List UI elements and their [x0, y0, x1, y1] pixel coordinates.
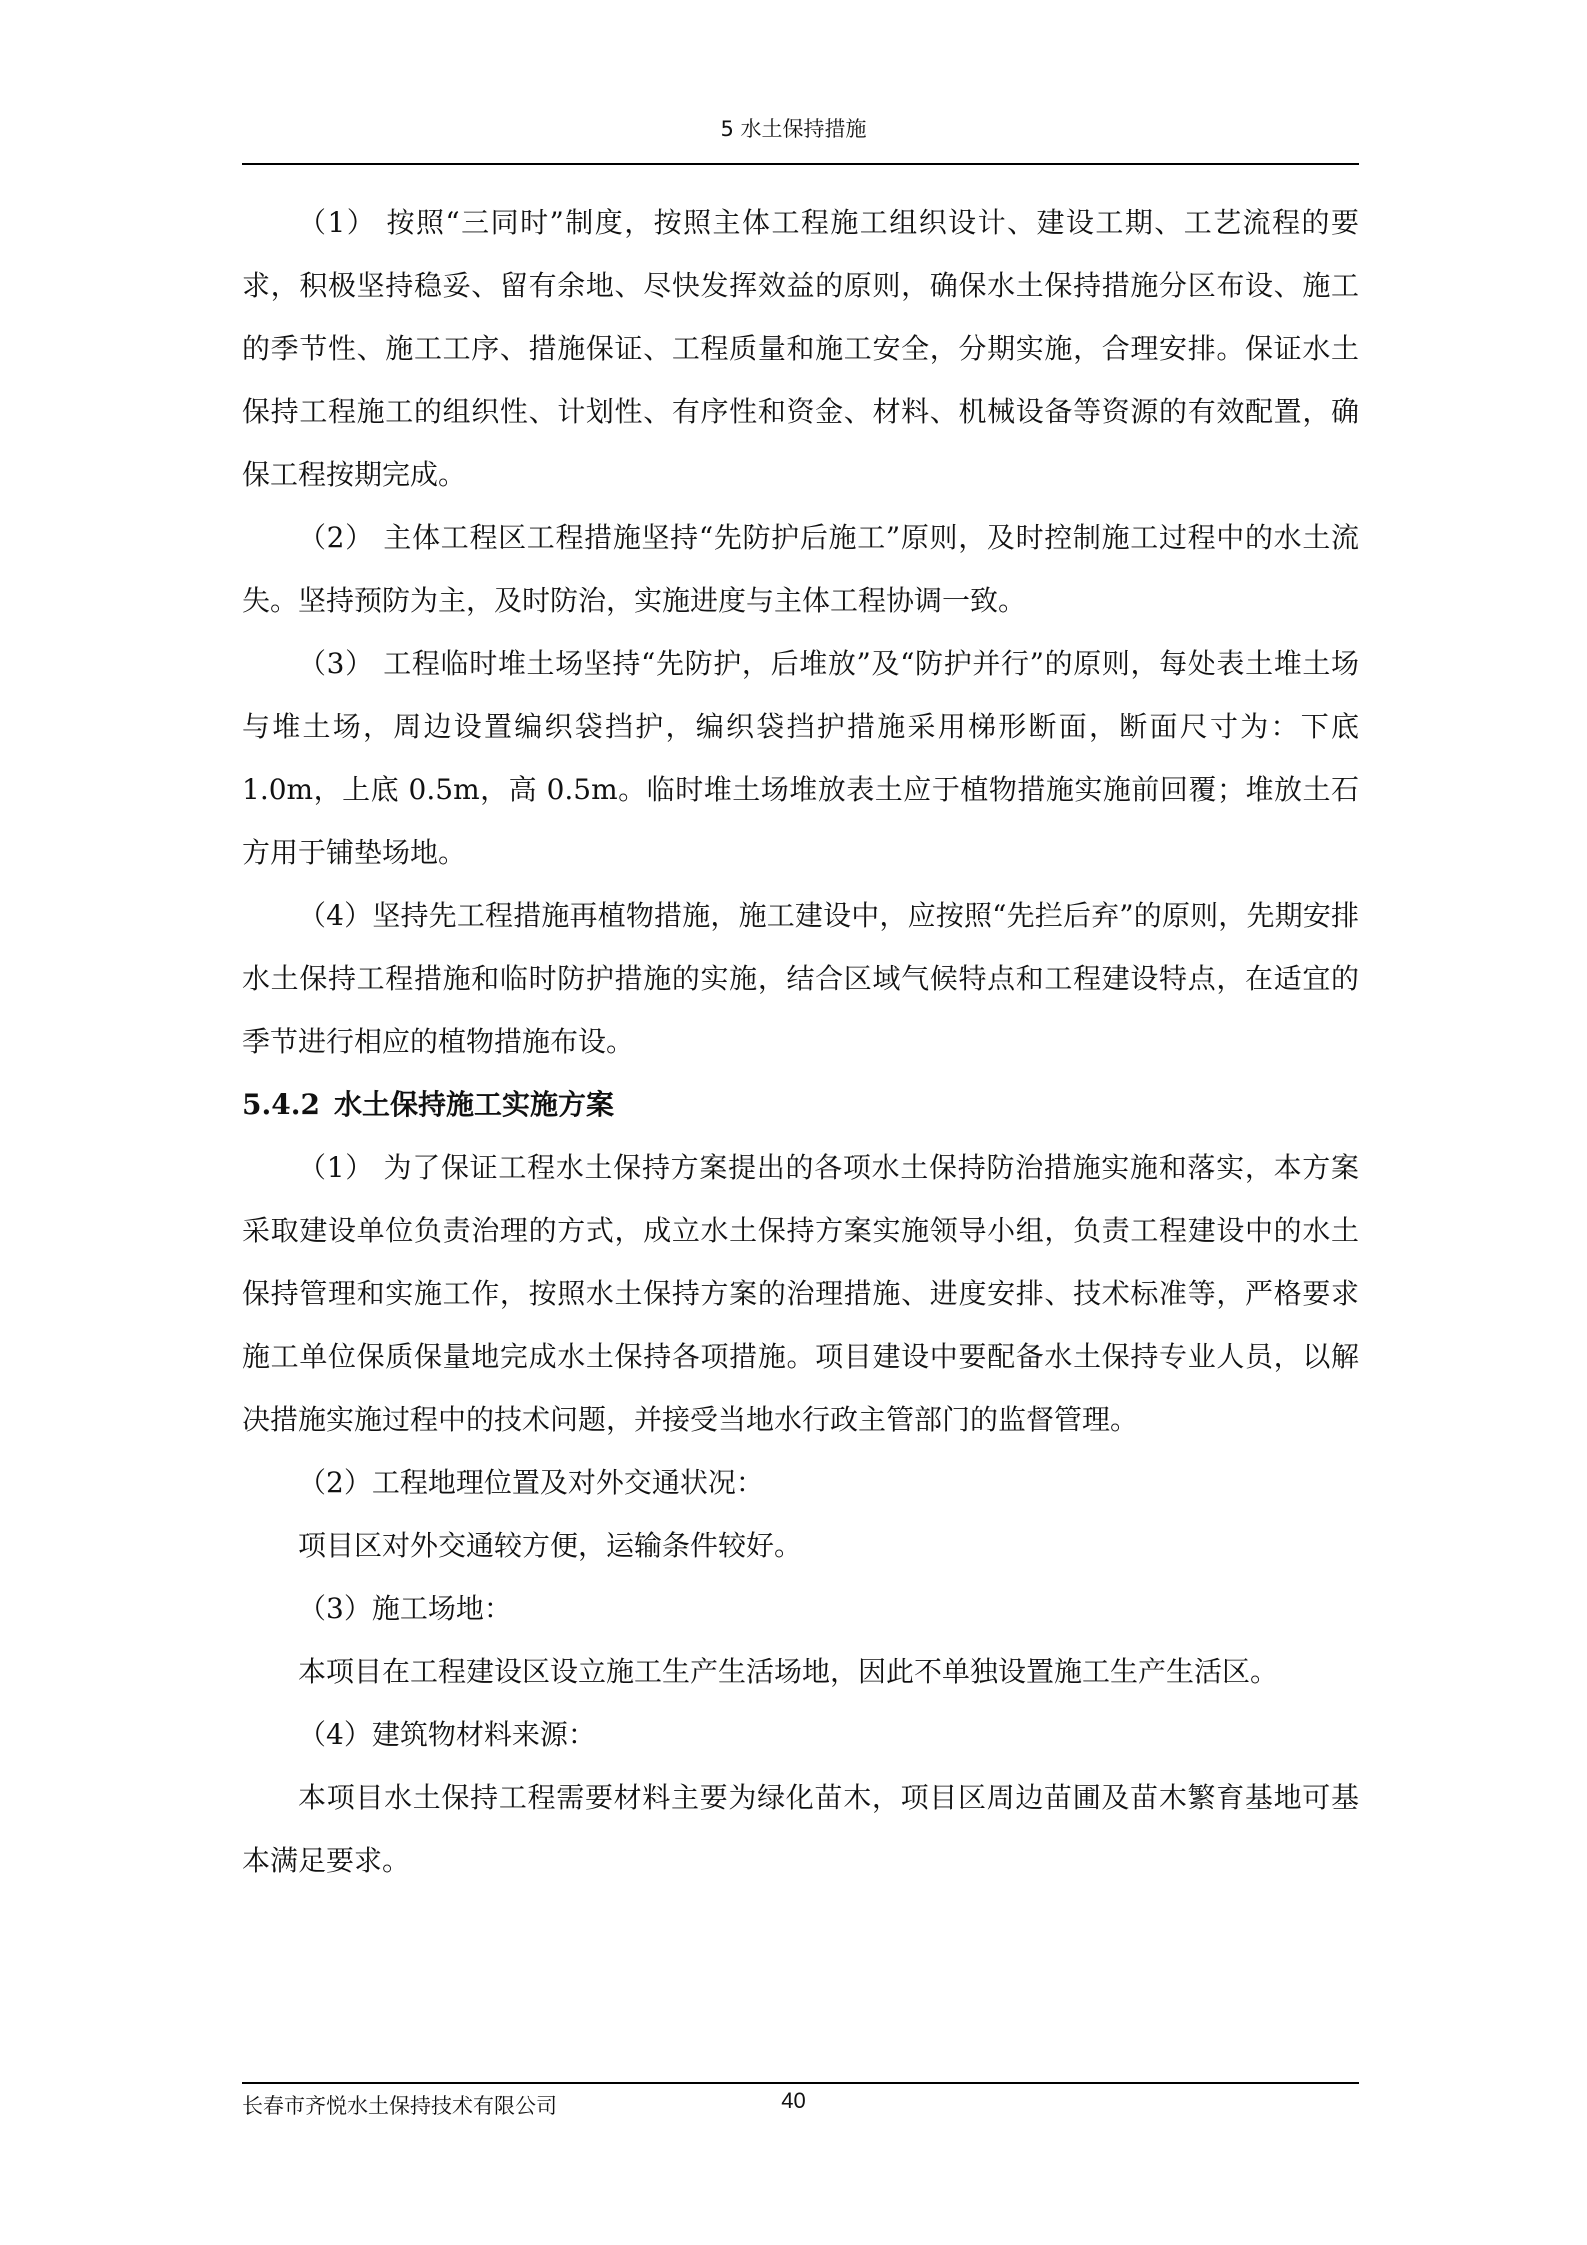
running-header: 5 水土保持措施: [720, 117, 867, 141]
paragraph: （3）施工场地：: [298, 1592, 512, 1625]
paragraph: 本项目在工程建设区设立施工生产生活场地，因此不单独设置施工生产生活区。: [298, 1655, 1279, 1688]
paragraph: 项目区对外交通较方便，运输条件较好。: [298, 1529, 803, 1562]
page-number: 40: [781, 2088, 806, 2113]
section-heading: [242, 1073, 1359, 1136]
footer-company: 长春市齐悦水土保持技术有限公司: [242, 2094, 557, 2118]
paragraph: （4）建筑物材料来源：: [298, 1718, 596, 1751]
paragraph: （1） 按照“三同时”制度，按照主体工程施工组织设计、建设工期、工艺流程的要求，积极坚持稳妥、留有余地、尽快发挥效益的原则，确保水土保持措施分区布设、施工的季节性、施工工序、措施保证、工程质量和施工安全，分期实施，合理安排。保证水土保持工程施工的组织性、计划性、有序性和资金、材料、机械设备等资源的有效配置，确保工程按期完成。: [242, 206, 1359, 491]
section-title: 水土保持施工实施方案: [333, 1088, 614, 1121]
section-number: 5.4.2: [242, 1088, 320, 1121]
paragraph: （3） 工程临时堆土场坚持“先防护，后堆放”及“防护并行”的原则，每处表土堆土场与堆土场，周边设置编织袋挡护，编织袋挡护措施采用梯形断面，断面尺寸为：下底 1.0m，上底 0.5m，高 0.5m。临时堆土场堆放表土应于植物措施实施前回覆；堆放土石方用于铺垫场地。: [242, 647, 1359, 869]
paragraph: （2） 主体工程区工程措施坚持“先防护后施工”原则，及时控制施工过程中的水土流失。坚持预防为主，及时防治，实施进度与主体工程协调一致。: [242, 521, 1359, 617]
paragraph: （4）坚持先工程措施再植物措施，施工建设中，应按照“先拦后弃”的原则，先期安排水土保持工程措施和临时防护措施的实施，结合区域气候特点和工程建设特点，在适宜的季节进行相应的植物措施布设。: [242, 899, 1359, 1058]
header-rule: [242, 163, 1359, 165]
footer-rule: [242, 2082, 1359, 2084]
page-body: [242, 191, 1359, 1892]
paragraph: （1） 为了保证工程水土保持方案提出的各项水土保持防治措施实施和落实，本方案采取建设单位负责治理的方式，成立水土保持方案实施领导小组，负责工程建设中的水土保持管理和实施工作，按照水土保持方案的治理措施、进度安排、技术标准等，严格要求施工单位保质保量地完成水土保持各项措施。项目建设中要配备水土保持专业人员，以解决措施实施过程中的技术问题，并接受当地水行政主管部门的监督管理。: [242, 1151, 1359, 1436]
paragraph: 本项目水土保持工程需要材料主要为绿化苗木，项目区周边苗圃及苗木繁育基地可基本满足要求。: [242, 1781, 1359, 1877]
paragraph: （2）工程地理位置及对外交通状况：: [298, 1466, 764, 1499]
